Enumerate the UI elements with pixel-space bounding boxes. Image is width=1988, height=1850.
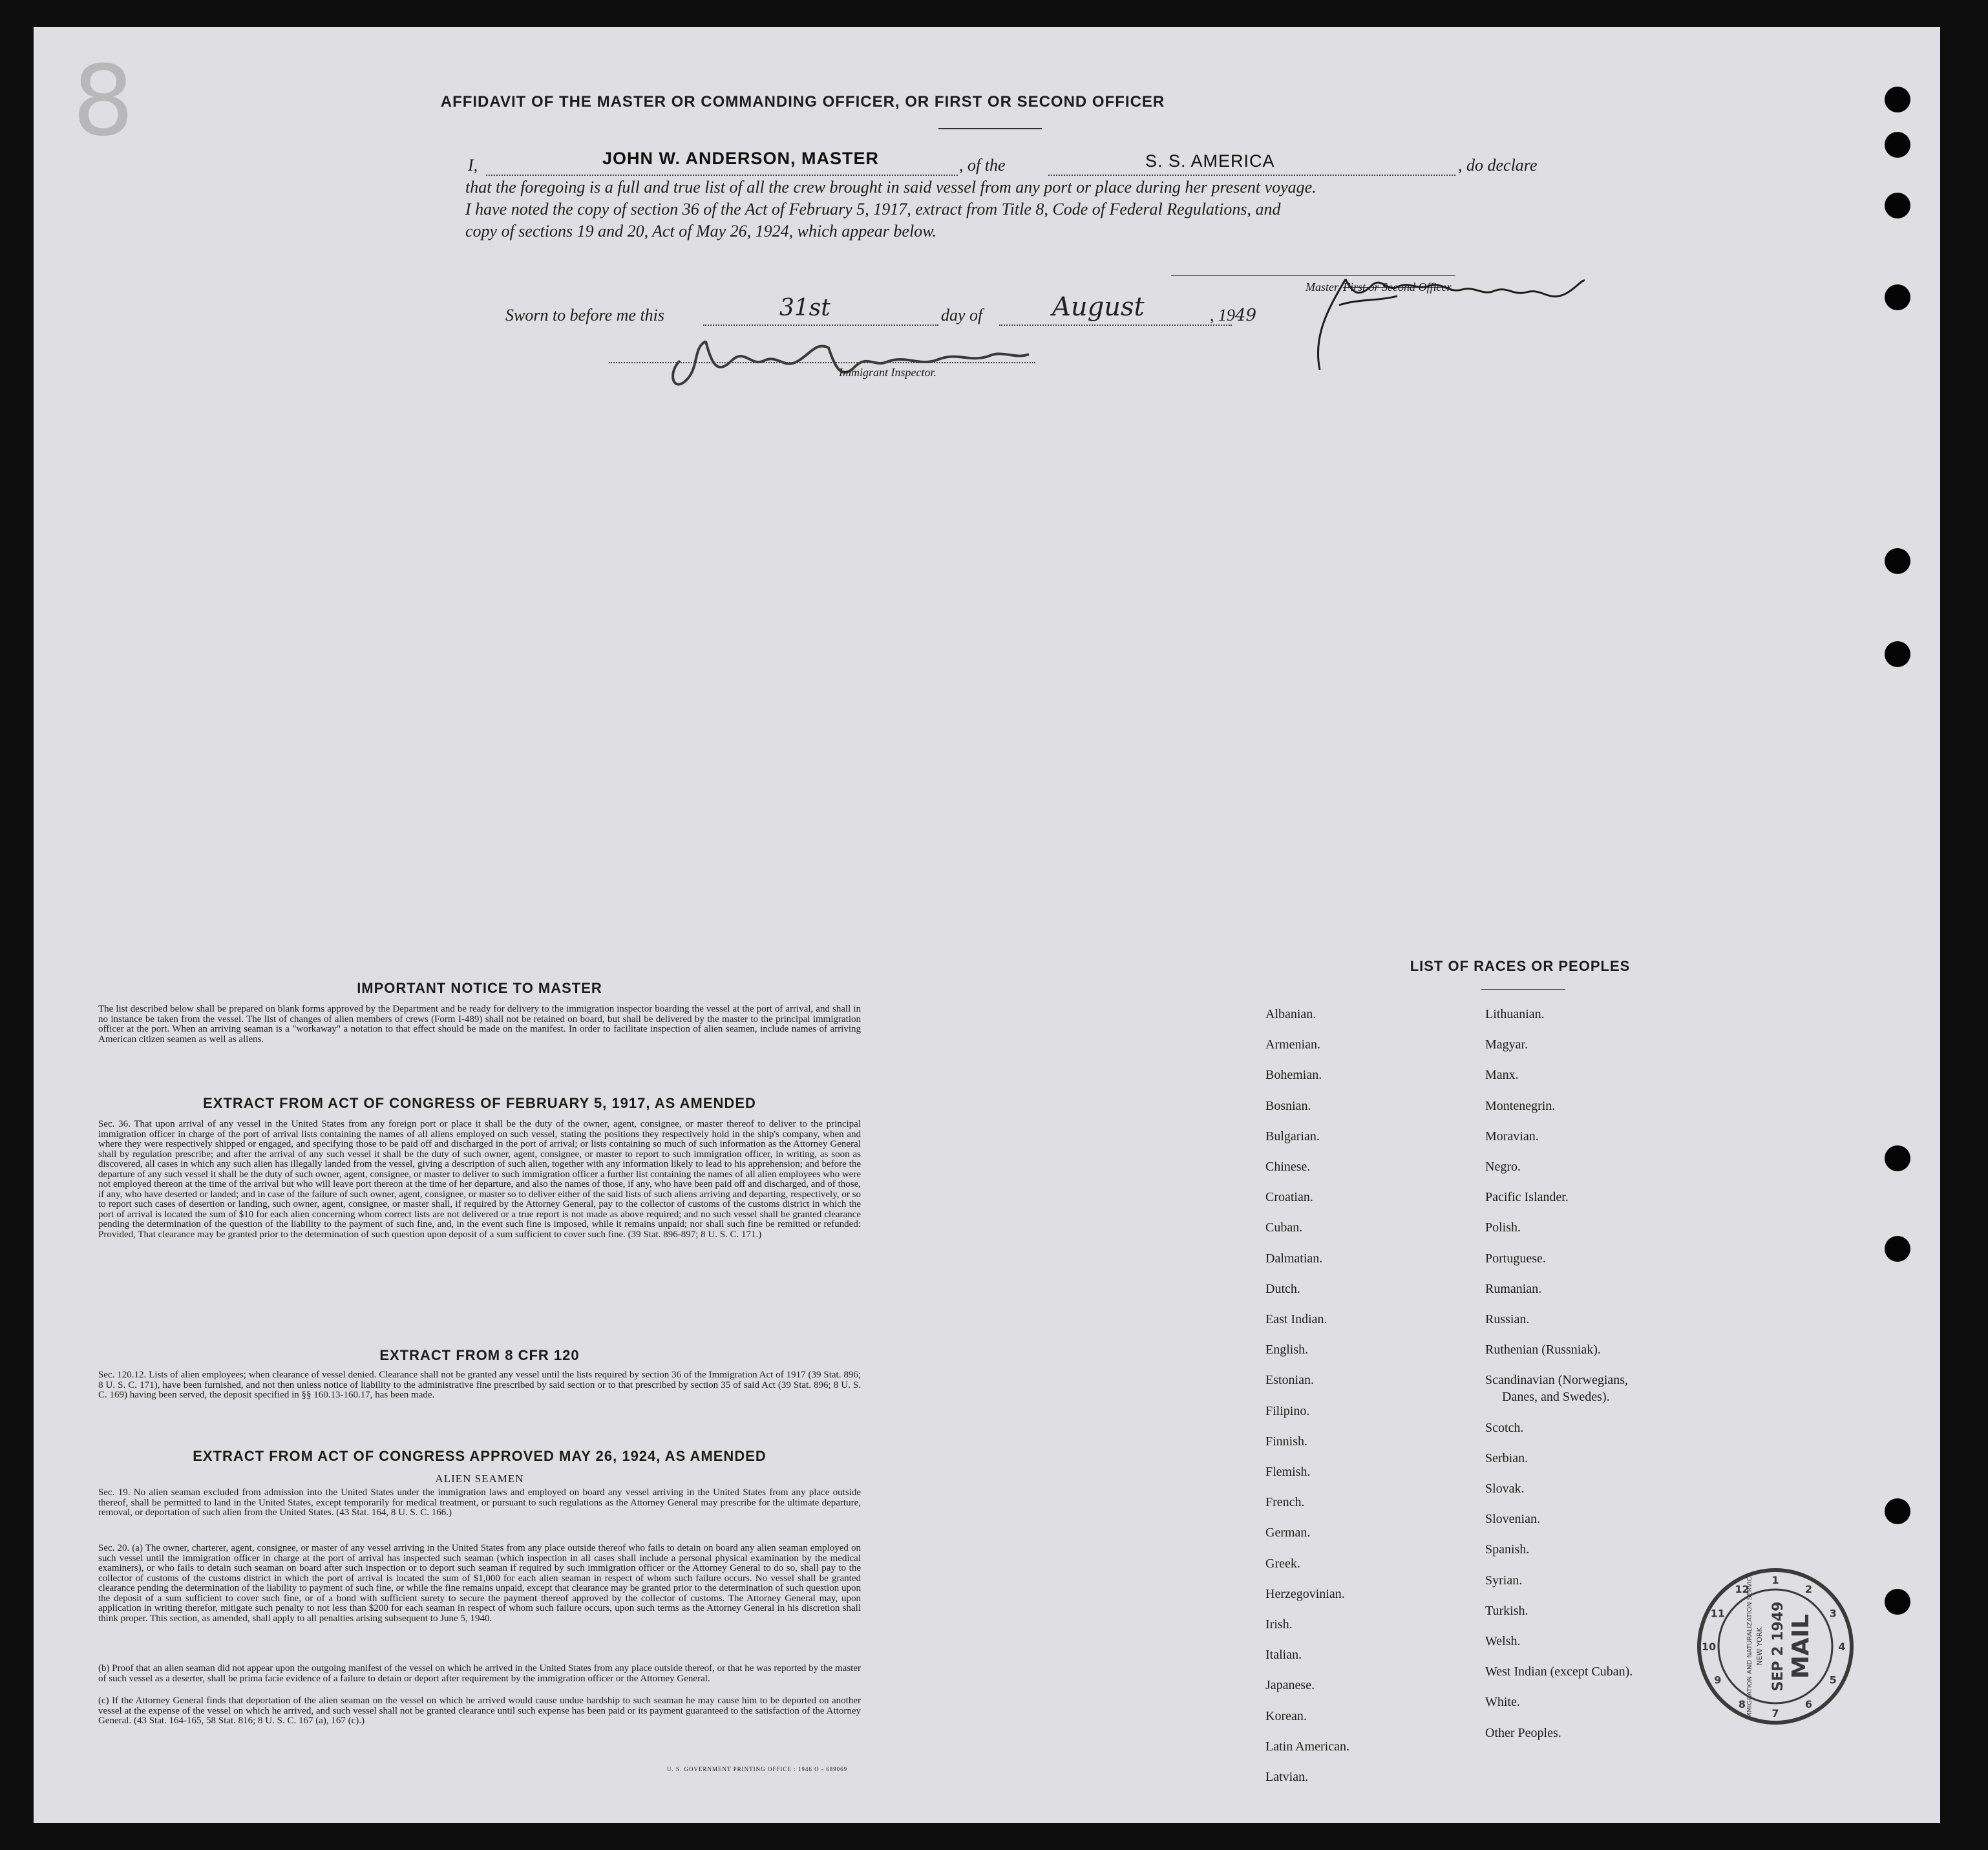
- race-left-item: Irish.: [1265, 1617, 1293, 1632]
- punch-hole: [1885, 1236, 1910, 1262]
- race-right-item: Scotch.: [1485, 1420, 1524, 1435]
- stamp-hour-number: 5: [1829, 1674, 1837, 1686]
- stamp-hour-number: 10: [1701, 1641, 1717, 1653]
- race-right-item: Other Peoples.: [1485, 1725, 1561, 1740]
- race-left-item: Filipino.: [1265, 1403, 1310, 1418]
- section-20a-text: Sec. 20. (a) The owner, charterer, agent, consignee, or master of any vessel arriving in the United States from any place outside thereof who fails to detain on board any alien seaman employed on such vessel until the immigration officer in charge at the port of arrival has inspected such seaman (which inspection in all cases shall include a personal physical examination by the medical examiners), or who fails to detain such seaman on board after such inspection or to deport such seaman if required by such immigration officer or the Attorney General to do so, shall pay to the collector of customs of the customs district in which the port of arrival is located the sum of $1,000 for each alien seaman in respect of whom such failure occurs. No vessel shall be granted clearance pending the determination of the liability to payment of such fine, or while the fine remains unpaid, except that clearance may be granted prior to the determination of such question upon the deposit of a sum sufficient to cover such fine, or of a bond with sufficient surety to secure the payment thereof approved by the collector of customs. The Attorney General may, upon application in writing therefor, mitigate such penalty to not less than $200 for each seaman in respect of whom such failure occurs, upon such terms as the Attorney General in his discretion shall think proper. This section, as amended, shall apply to all penalties arising subsequent to June 5, 1940.: [98, 1543, 861, 1624]
- stamp-agency: IMMIGRATION AND NATURALIZATION SERVICE: [1746, 1573, 1753, 1720]
- master-caption: Master, First or Second Officer.: [1306, 281, 1453, 293]
- race-left-item: Latvian.: [1265, 1770, 1309, 1784]
- race-left-item: Dalmatian.: [1265, 1251, 1323, 1266]
- punch-hole: [1885, 1498, 1910, 1524]
- race-right-item: Turkish.: [1485, 1603, 1528, 1618]
- punch-hole: [1885, 193, 1910, 218]
- stamp-date: SEP 2 1949: [1770, 1601, 1786, 1692]
- extract-1917-heading: EXTRACT FROM ACT OF CONGRESS OF FEBRUARY 5, 1917, AS AMENDED: [203, 1095, 756, 1111]
- race-left-item: Cuban.: [1265, 1220, 1303, 1235]
- section-19-text: Sec. 19. No alien seaman excluded from admission into the United States under the immigration laws and employed on board any vessel arriving in the United States from any place outside thereof, shall be permitted to land in the United States, except temporarily for medical treatment, or pursuant to such regulations as the Attorney General may prescribe for the ultimate departure, removal, or deportation of such alien from the United States. (43 Stat. 164, 8 U. S. C. 166.): [98, 1487, 861, 1518]
- race-right-item: Pacific Islander.: [1485, 1190, 1569, 1205]
- stamp-hour-number: 9: [1714, 1674, 1722, 1686]
- punch-hole: [1885, 641, 1910, 667]
- master-caption-text: Master,: [1306, 281, 1340, 293]
- race-right-item: Russian.: [1485, 1312, 1530, 1326]
- races-rule: [1481, 989, 1565, 990]
- race-right-item: Spanish.: [1485, 1542, 1530, 1557]
- stamp-hour-number: 4: [1838, 1641, 1846, 1653]
- race-left-item: Armenian.: [1265, 1037, 1320, 1052]
- declaration-line-2: that the foregoing is a full and true list of all the crew brought in said vessel from any port or place during her present voyage.: [465, 178, 1317, 197]
- line1-prefix: I,: [468, 156, 478, 175]
- race-left-item: Herzegovinian.: [1265, 1586, 1345, 1601]
- stamp-hour-number: 7: [1771, 1707, 1779, 1719]
- race-right-item: Lithuanian.: [1485, 1007, 1545, 1021]
- mail-received-stamp: [1695, 1566, 1856, 1727]
- of-the-text: , of the: [959, 156, 1006, 175]
- punch-hole: [1885, 284, 1910, 310]
- punch-hole: [1885, 1145, 1910, 1171]
- race-left-item: Greek.: [1265, 1556, 1300, 1571]
- race-left-item: Croatian.: [1265, 1190, 1313, 1205]
- punch-hole: [1885, 87, 1910, 112]
- extract-cfr-heading: EXTRACT FROM 8 CFR 120: [379, 1347, 580, 1363]
- affidavit-title: AFFIDAVIT OF THE MASTER OR COMMANDING OFFICER, OR FIRST OR SECOND OFFICER: [440, 93, 1165, 111]
- race-left-item: Flemish.: [1265, 1465, 1311, 1479]
- notice-text: The list described below shall be prepared on blank forms approved by the Department and be ready for delivery to the immigration inspector boarding the vessel at the port of arrival, and shall in no instance be taken from the vessel. The list of changes of alien members of crews (Form I-489) shall not be retained on board, but shall be delivered by the master to the principal immigration officer at the port. When an arriving seaman is a "workaway" a notation to that effect should be made on the manifest. In order to facilitate inspection of alien seamen, include names of arriving American citizen seamen as well as aliens.: [98, 1004, 861, 1045]
- races-heading: LIST OF RACES OR PEOPLES: [1410, 958, 1631, 974]
- stamp-hour-number: 12: [1735, 1582, 1750, 1595]
- form-page: [34, 27, 1940, 1823]
- stamp-hour-number: 6: [1804, 1698, 1813, 1711]
- signature-line: [1171, 275, 1455, 276]
- race-left-item: East Indian.: [1265, 1312, 1327, 1326]
- race-right-item: Negro.: [1485, 1160, 1521, 1174]
- vessel-name: S. S. AMERICA: [1145, 151, 1275, 171]
- race-left-item: German.: [1265, 1526, 1311, 1540]
- race-left-item: Chinese.: [1265, 1160, 1311, 1174]
- race-left-item: English.: [1265, 1343, 1309, 1357]
- inspector-signature: [641, 322, 1055, 406]
- stamp-word: MAIL: [1788, 1613, 1814, 1679]
- punch-hole: [1885, 132, 1910, 158]
- page-number: 8: [72, 45, 134, 158]
- title-rule: [938, 128, 1042, 129]
- race-left-item: Bosnian.: [1265, 1098, 1311, 1113]
- race-left-item: Dutch.: [1265, 1281, 1300, 1296]
- race-left-item: Italian.: [1265, 1648, 1302, 1663]
- inspector-caption: Immigrant Inspector.: [839, 366, 936, 379]
- year-suffix: 49: [1235, 306, 1257, 325]
- declaration-line-4: copy of sections 19 and 20, Act of May 26, 1924, which appear below.: [465, 222, 937, 240]
- race-right-item: Syrian.: [1485, 1573, 1523, 1588]
- race-left-item: Finnish.: [1265, 1434, 1308, 1449]
- struck-caption: First or Second Officer: [1343, 281, 1450, 293]
- sworn-day: 31st: [779, 295, 830, 321]
- race-right-item: Danes, and Swedes).: [1502, 1390, 1610, 1405]
- punch-hole: [1885, 1589, 1910, 1615]
- master-signature: [1249, 234, 1598, 389]
- notice-heading: IMPORTANT NOTICE TO MASTER: [357, 980, 602, 996]
- extract-cfr-text: Sec. 120.12. Lists of alien employees; when clearance of vessel denied. Clearance shall not be granted any vessel until the lists required by section 36 of the Immigration Act of 1917 (39 Stat. 896; 8 U. S. C. 171), have been furnished, and not then unless notice of liability to the administrative fine prescribed by said section or to that prescribed by section 35 of said Act (39 Stat. 896; 8 U. S. C. 169) having been served, the deposit specified in §§ 160.13-160.17, has been made.: [98, 1370, 861, 1400]
- race-right-item: Magyar.: [1485, 1037, 1528, 1052]
- race-right-item: Slovenian.: [1485, 1512, 1540, 1527]
- race-left-item: Bulgarian.: [1265, 1129, 1320, 1143]
- race-right-item: Polish.: [1485, 1220, 1521, 1235]
- stamp-hour-number: 11: [1710, 1607, 1725, 1620]
- race-right-item: Rumanian.: [1485, 1281, 1542, 1296]
- race-right-item: Welsh.: [1485, 1634, 1521, 1648]
- printer-line: U. S. GOVERNMENT PRINTING OFFICE : 1946 O - 689069: [667, 1766, 848, 1772]
- race-right-item: Slovak.: [1485, 1482, 1525, 1496]
- punch-hole: [1885, 548, 1910, 574]
- declaration-line-1: [468, 154, 478, 177]
- inspector-line: [609, 362, 1035, 363]
- race-right-item: Moravian.: [1485, 1129, 1539, 1143]
- do-declare-text: , do declare: [1458, 156, 1538, 175]
- race-right-item: Montenegrin.: [1485, 1098, 1556, 1113]
- declaration-line-3: I have noted the copy of section 36 of the Act of February 5, 1917, extract from Title 8, Code of Federal Regulations, and: [465, 200, 1281, 218]
- race-left-item: Albanian.: [1265, 1007, 1317, 1021]
- master-name: JOHN W. ANDERSON, MASTER: [602, 149, 880, 168]
- sworn-month: August: [1052, 292, 1145, 322]
- race-right-item: Scandinavian (Norwegians,: [1485, 1373, 1629, 1388]
- section-20b-text: (b) Proof that an alien seaman did not appear upon the outgoing manifest of the vessel on which he arrived in the United States from any place outside thereof, or that he was reported by the master of such vessel as a deserter, shall be prima facie evidence of a failure to detain or deport after requirement by the immigration officer or the Attorney General.: [98, 1663, 861, 1684]
- stamp-hour-number: 1: [1771, 1574, 1779, 1586]
- race-left-item: Latin American.: [1265, 1739, 1349, 1754]
- stamp-city: NEW YORK: [1755, 1627, 1764, 1666]
- stamp-hour-number: 2: [1804, 1582, 1813, 1595]
- sworn-prefix: Sworn to before me this: [505, 306, 665, 324]
- race-right-item: Ruthenian (Russniak).: [1485, 1343, 1601, 1357]
- stamp-hour-number: 3: [1829, 1607, 1837, 1620]
- race-right-item: Serbian.: [1485, 1451, 1528, 1465]
- section-20c-text: (c) If the Attorney General finds that deportation of the alien seaman on the vessel on which he arrived would cause undue hardship to such seaman he may cause him to be deported on another vessel at the expense of the vessel on which he arrived, and such vessel shall not be granted clearance until such expense has been paid or its payment guaranteed to the satisfaction of the Attorney General. (43 Stat. 164-165, 58 Stat. 816; 8 U. S. C. 167 (a), 167 (c).): [98, 1696, 861, 1726]
- race-left-item: Korean.: [1265, 1708, 1307, 1723]
- race-right-item: Portuguese.: [1485, 1251, 1546, 1266]
- day-of-text: day of: [941, 306, 983, 324]
- race-right-item: West Indian (except Cuban).: [1485, 1664, 1633, 1679]
- extract-1924-heading: EXTRACT FROM ACT OF CONGRESS APPROVED MAY 26, 1924, AS AMENDED: [193, 1448, 767, 1464]
- race-left-item: Bohemian.: [1265, 1068, 1322, 1083]
- extract-1917-text: Sec. 36. That upon arrival of any vessel in the United States from any foreign port or place it shall be the duty of the owner, agent, consignee, or master thereof to deliver to the principal immigration officer in charge of the port of arrival lists containing the names of all aliens employed on such vessel, stating the positions they respectively hold in the ship's company, when and where they were respectively shipped or engaged, and specifying those to be paid off and discharged in the port of arrival; or lists containing so much of such information as the Attorney General shall by regulation prescribe; and after the arrival of any such vessel it shall be the duty of such owner, agent, consignee, or master to report to such immigration officer, in writing, as soon as discovered, all cases in which any such alien has illegally landed from the vessel, giving a description of such alien, together with any information likely to lead to his apprehension; and before the departure of any such vessel it shall be the duty of such owner, agent, consignee, or master to deliver to such immigration officer a further list containing the names of all alien employees who were not employed thereon at the time of the arrival but who will leave port thereon at the time of her departure, and also the names of those, if any, who have been paid off and discharged, and of those, if any, who have deserted or landed; and in case of the failure of such owner, agent, consignee, or master so to deliver either of the said lists of such aliens arriving and departing, respectively, or so to report such cases of desertion or landing, such owner, agent, consignee, or master shall, if required by the Attorney General, pay to the collector of customs of the customs district in which the port of arrival is located the sum of $10 for each alien concerning whom correct lists are not delivered or a true report is not made as above required; and no such vessel shall be granted clearance pending the determination of the question of the liability to the payment of such fine, and, in the event such fine is imposed, while it remains unpaid; nor shall such fine be remitted or refunded: Provided, That clearance may be granted prior to the determination of such question upon deposit of a sum sufficient to cover such fine. (39 Stat. 896-897; 8 U. S. C. 171.): [98, 1119, 861, 1240]
- stamp-hour-number: 8: [1738, 1698, 1746, 1711]
- race-right-item: White.: [1485, 1695, 1520, 1710]
- year-text: [1210, 304, 1256, 327]
- race-right-item: Manx.: [1485, 1068, 1519, 1083]
- race-left-item: French.: [1265, 1495, 1305, 1510]
- year-prefix: , 19: [1210, 306, 1235, 324]
- race-left-item: Estonian.: [1265, 1373, 1314, 1388]
- race-left-item: Japanese.: [1265, 1678, 1315, 1693]
- alien-seamen-subheading: ALIEN SEAMEN: [435, 1473, 524, 1485]
